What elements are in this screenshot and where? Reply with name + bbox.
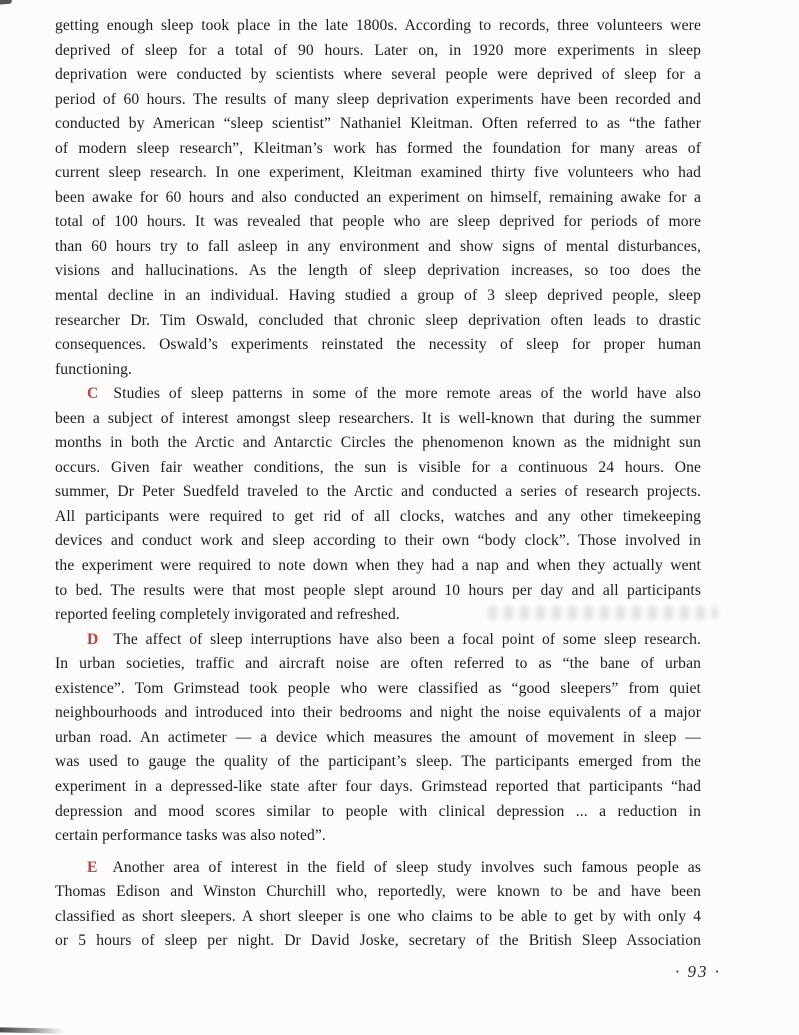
text-line: than 60 hours try to fall asleep in any environment and show signs of mental disturbances, bbox=[55, 237, 701, 255]
paragraph-c bbox=[55, 382, 701, 627]
text-line: classified as short sleepers. A short sleeper is one who claims to be able to get by with only 4 bbox=[55, 907, 701, 925]
text-line: urban road. An actimeter — a device which measures the amount of movement in sleep — bbox=[55, 728, 701, 746]
text-line: In urban societies, traffic and aircraft noise are often referred to as “the bane of urban bbox=[55, 655, 701, 673]
text-line: visions and hallucinations. As the length of sleep deprivation increases, so too does the bbox=[55, 262, 701, 280]
text-line: D The affect of sleep interruptions have also been a focal point of some sleep research. bbox=[87, 630, 701, 648]
text-line: certain performance tasks was also noted”. bbox=[55, 827, 326, 845]
section-marker-c: C bbox=[87, 385, 99, 403]
scan-artifact-bottom-left bbox=[0, 1027, 64, 1033]
text-line: months in both the Arctic and Antarctic Circles the phenomenon known as the midnight sun bbox=[55, 434, 701, 452]
scan-artifact-bleedthrough bbox=[488, 606, 718, 620]
text-line: researcher Dr. Tim Oswald, concluded that chronic sleep deprivation often leads to drastic bbox=[55, 311, 701, 329]
text-line: to bed. The results were that most people slept around 10 hours per day and all participants bbox=[55, 581, 701, 599]
section-marker-d: D bbox=[87, 630, 99, 648]
text-line: C Studies of sleep patterns in some of the more remote areas of the world have also bbox=[87, 385, 701, 403]
text-line: occurs. Given fair weather conditions, the sun is visible for a continuous 24 hours. One bbox=[55, 458, 701, 476]
text-line: or 5 hours of sleep per night. Dr David Joske, secretary of the British Sleep Association bbox=[55, 932, 701, 950]
text-line: been a subject of interest amongst sleep researchers. It is well-known that during the summer bbox=[55, 409, 701, 427]
section-marker-e: E bbox=[87, 858, 98, 876]
text-line: total of 100 hours. It was revealed that people who are sleep deprived for periods of more bbox=[55, 213, 701, 231]
text-line: depression and mood scores similar to people with clinical depression ... a reduction in bbox=[55, 802, 701, 820]
text-line: functioning. bbox=[55, 360, 132, 378]
page-number: · 93 · bbox=[675, 962, 721, 981]
text-line: getting enough sleep took place in the late 1800s. According to records, three volunteers were bbox=[55, 17, 701, 34]
paragraph-e bbox=[55, 856, 701, 954]
text-line: All participants were required to get rid of all clocks, watches and any other timekeeping bbox=[55, 507, 701, 525]
text-line: mental decline in an individual. Having studied a group of 3 sleep deprived people, sleep bbox=[55, 287, 701, 305]
text-line: deprivation were conducted by scientists where several people were deprived of sleep for a bbox=[55, 66, 701, 84]
text-line: period of 60 hours. The results of many sleep deprivation experiments have been recorded and bbox=[55, 90, 701, 108]
text-line: conducted by American “sleep scientist” Nathaniel Kleitman. Often referred to as “the father bbox=[55, 115, 701, 133]
text-line: Thomas Edison and Winston Churchill who, reportedly, were known to be and have been bbox=[55, 883, 701, 901]
text-line: devices and conduct work and sleep according to their own “body clock”. Those involved in bbox=[55, 532, 701, 550]
text-line: deprived of sleep for a total of 90 hours. Later on, in 1920 more experiments in sleep bbox=[55, 41, 701, 59]
text-line: consequences. Oswald’s experiments reinstated the necessity of sleep for proper human bbox=[55, 336, 701, 354]
text-line: was used to gauge the quality of the participant’s sleep. The participants emerged from the bbox=[55, 753, 701, 771]
paragraph-continuation bbox=[55, 14, 701, 382]
page-text bbox=[55, 14, 701, 954]
text-line: experiment in a depressed-like state after four days. Grimstead reported that participants “had bbox=[55, 777, 701, 795]
paragraph-d bbox=[55, 628, 701, 849]
text-line: summer, Dr Peter Suedfeld traveled to the Arctic and conducted a series of research projects. bbox=[55, 483, 701, 501]
text-line: neighbourhoods and introduced into their bedrooms and night the noise equivalents of a major bbox=[55, 704, 701, 722]
text-line: current sleep research. In one experiment, Kleitman examined thirty five volunteers who had bbox=[55, 164, 701, 182]
text-line: E Another area of interest in the field of sleep study involves such famous people as bbox=[87, 858, 701, 876]
text-line: the experiment were required to note down when they had a nap and when they actually went bbox=[55, 557, 701, 575]
text-line: of modern sleep research”, Kleitman’s work has formed the foundation for many areas of bbox=[55, 139, 701, 157]
text-line: reported feeling completely invigorated and refreshed. bbox=[55, 606, 400, 624]
scan-artifact-top-left bbox=[0, 0, 12, 5]
text-line: existence”. Tom Grimstead took people who were classified as “good sleepers” from quiet bbox=[55, 679, 701, 697]
text-line: been awake for 60 hours and also conducted an experiment on himself, remaining awake for a bbox=[55, 188, 701, 206]
